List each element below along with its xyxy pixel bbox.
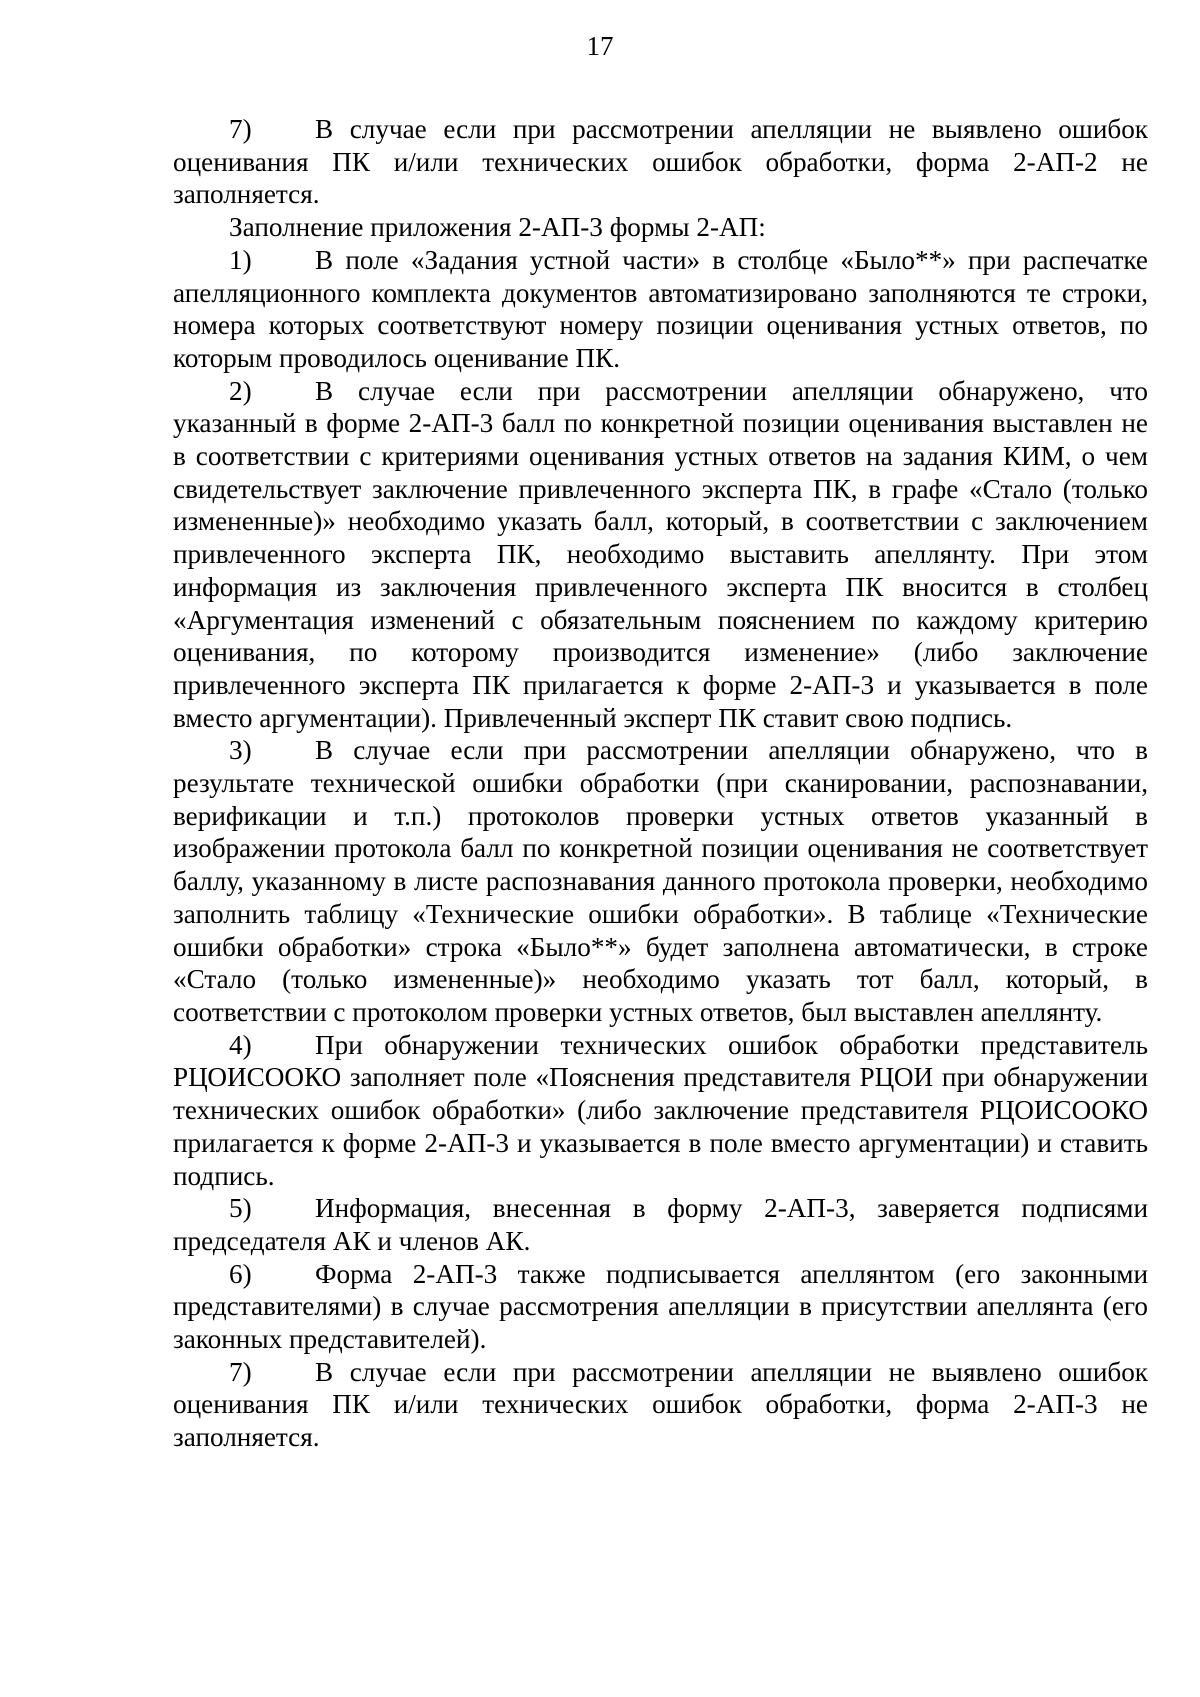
item-number: 6) — [229, 1258, 252, 1289]
item-number: 7) — [229, 114, 252, 144]
item-number: 5) — [229, 1193, 252, 1224]
item-text: В случае если при рассмотрении апелляции обнаружено, что указанный в форме 2-АП-3 балл по конкретной позиции оценивания выставлен не в соответствии с критериями оценивания устных ответов на задания КИМ, о чем свидетельствует заключение привлеченного эксперта ПК, в графе «Стало (только измененные)» необходимо указать балл, который, в соответствии с заключением привлеченного эксперта ПК, необходимо выставить апеллянту. При этом информация из заключения привлеченного эксперта ПК вносится в столбец «Аргументация изменений с обязательным пояснением по каждому критерию оценивания, по которому производится изменение» (либо заключение привлеченного эксперта ПК прилагается к форме 2-АП-3 и указывается в поле вместо аргументации). Привлеченный эксперт ПК ставит свою подпись. — [173, 375, 1148, 733]
item-number: 7) — [229, 1356, 252, 1387]
item-number: 1) — [229, 244, 252, 275]
item-text: Форма 2-АП-3 также подписывается апеллянтом (его законными представителями) в случае рассмотрения апелляции в присутствии апеллянта (его законных представителей). — [173, 1258, 1148, 1355]
item-text: В случае если при рассмотрении апелляции не выявлено ошибок оценивания ПК и/или технических ошибок обработки, форма 2-АП-2 не заполняется. — [173, 114, 1148, 210]
list-item — [173, 1258, 1148, 1356]
item-number: 3) — [229, 735, 252, 766]
item-text: В случае если при рассмотрении апелляции не выявлено ошибок оценивания ПК и/или технических ошибок обработки, форма 2-АП-3 не заполняется. — [173, 1356, 1148, 1453]
section-heading: Заполнение приложения 2-АП-3 формы 2-АП: — [229, 212, 766, 243]
page-number: 17 — [586, 31, 614, 61]
item-number: 2) — [229, 375, 252, 406]
item-text: Информация, внесенная в форму 2-АП-3, заверяется подписями председателя АК и членов АК. — [173, 1193, 1148, 1256]
item-text: При обнаружении технических ошибок обработки представитель РЦОИСООКО заполняет поле «Пояснения представителя РЦОИ при обнаружении технических ошибок обработки» (либо заключение представителя РЦОИСООКО прилагается к форме 2-АП-3 и указывается в поле вместо аргументации) и ставить подпись. — [173, 1029, 1148, 1191]
item-text: В поле «Задания устной части» в столбце «Было**» при распечатке апелляционного комплекта документов автоматизировано заполняются те строки, номера которых соответствуют номеру позиции оценивания устных ответов, по которым проводилось оценивание ПК. — [173, 244, 1148, 373]
list-item — [173, 734, 1148, 1028]
list-item — [173, 1029, 1148, 1193]
list-item — [173, 1192, 1148, 1257]
list-item — [173, 244, 1148, 375]
list-item — [173, 1356, 1148, 1454]
document-body — [173, 113, 1148, 1454]
item-text: В случае если при рассмотрении апелляции обнаружено, что в результате технической ошибки обработки (при сканировании, распознавании, верификации и т.п.) протоколов проверки устных ответов указанный в изображении протокола балл по конкретной позиции оценивания не соответствует баллу, указанному в листе распознавания данного протокола проверки, необходимо заполнить таблицу «Технические ошибки обработки». В таблице «Технические ошибки обработки» строка «Было**» будет заполнена автоматически, в строке «Стало (только измененные)» необходимо указать тот балл, который, в соответствии с протоколом проверки устных ответов, был выставлен апеллянту. — [173, 735, 1148, 1027]
list-item — [173, 113, 1148, 211]
item-number: 4) — [229, 1029, 252, 1060]
list-item — [173, 375, 1148, 735]
